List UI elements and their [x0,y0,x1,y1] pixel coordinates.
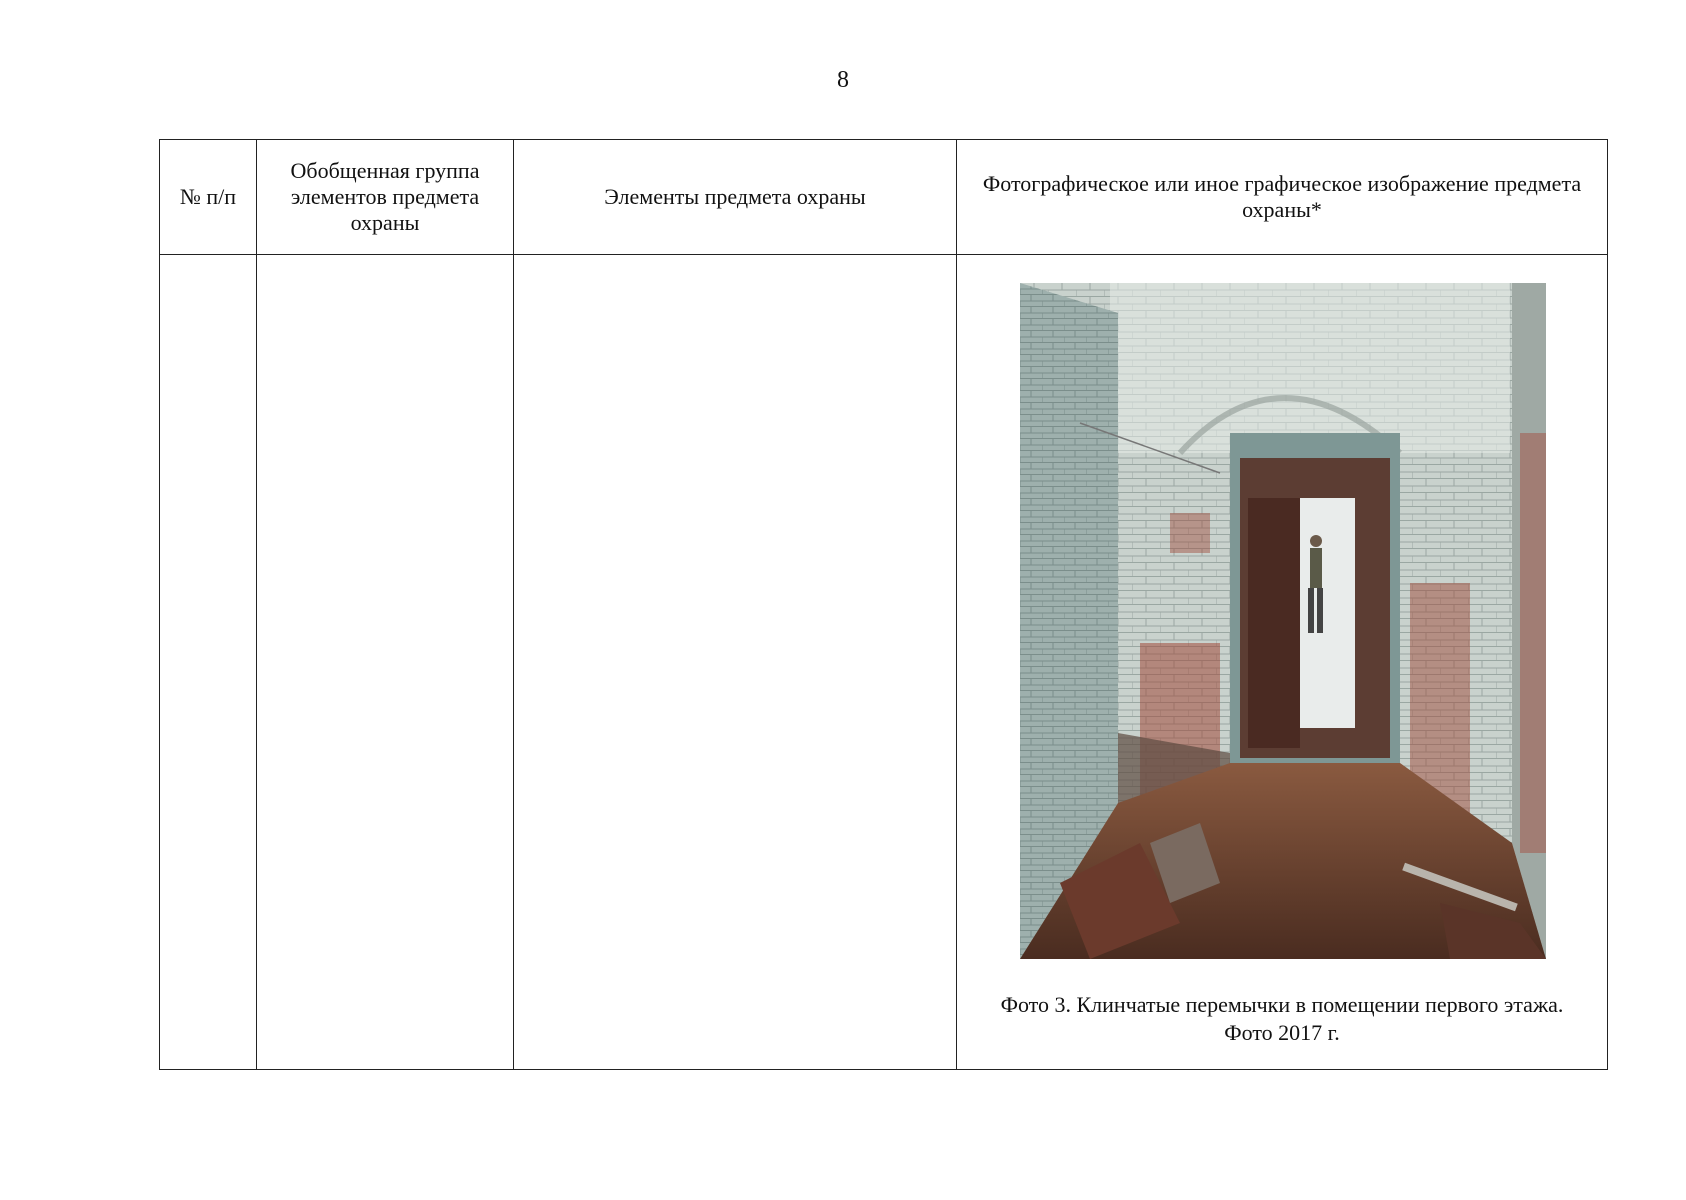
corridor-photo-drawing [1020,283,1546,959]
corridor-photo [1020,283,1546,959]
cell-number [160,255,257,1070]
header-number: № п/п [160,140,257,255]
header-element-group: Обобщенная группа элементов предмета охраны [257,140,514,255]
cell-elements [514,255,957,1070]
photo-caption [957,991,1607,1047]
header-elements: Элементы предмета охраны [514,140,957,255]
photo-caption-line-2: Фото 2017 г. [1224,1020,1340,1045]
protection-subject-table [159,139,1608,1070]
photo-caption-line-1: Фото 3. Клинчатые перемычки в помещении первого этажа. [1000,992,1564,1017]
page-number: 8 [837,67,849,93]
cell-element-group [257,255,514,1070]
cell-image [957,255,1608,1070]
table-header-row [160,140,1608,255]
table-row [160,255,1608,1070]
header-image: Фотографическое или иное графическое изображение предмета охраны* [957,140,1608,255]
